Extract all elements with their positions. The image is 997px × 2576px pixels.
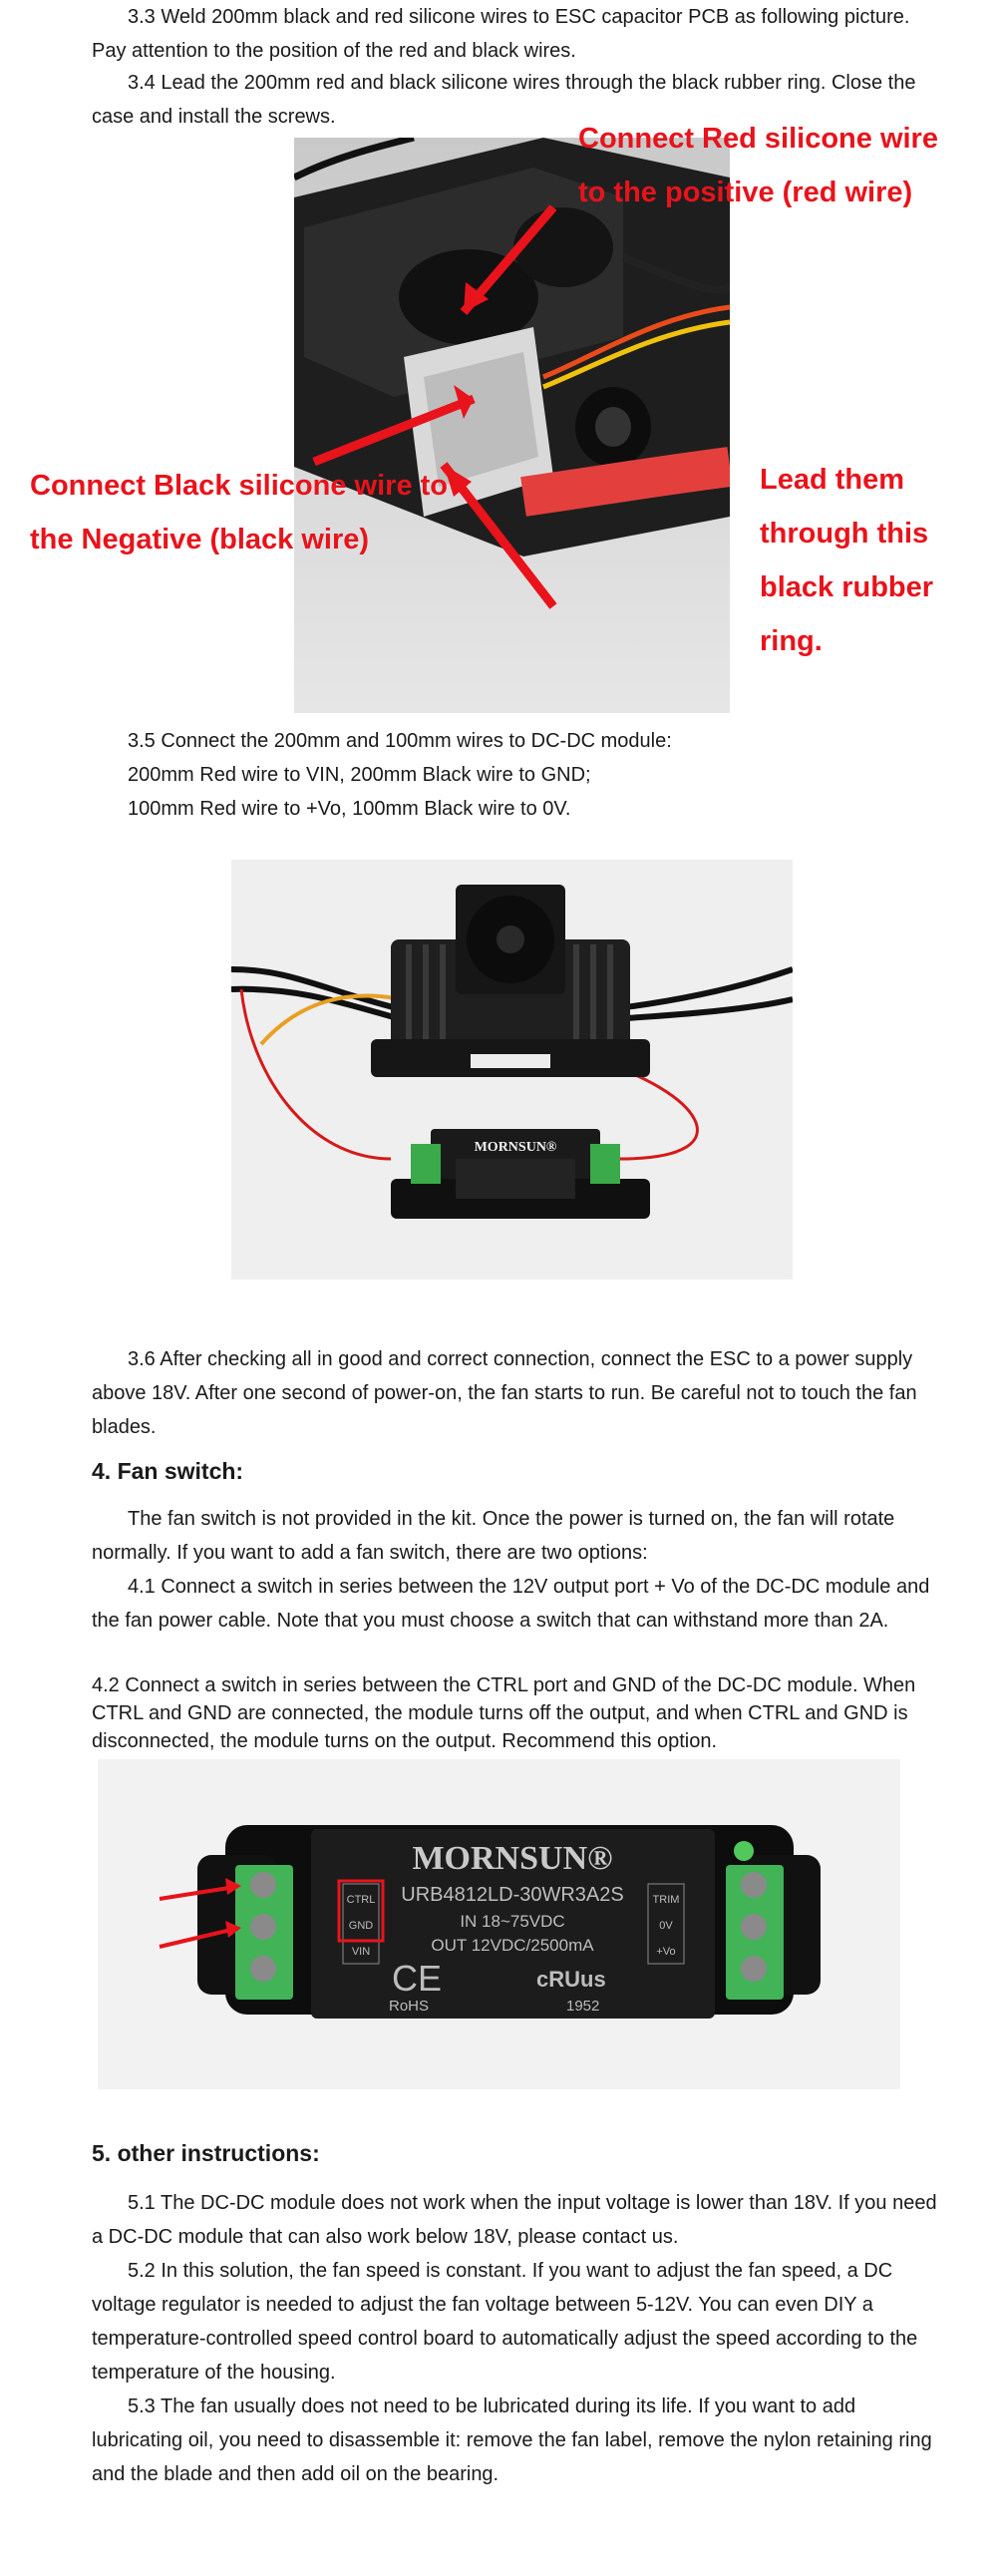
- option-4-2-text: 4.2 Connect a switch in series between the CTRL port and GND of the DC-DC module. When CTRL and GND are connected, the module turns off the output, and when CTRL and GND is disconnected, the module turns on the output. Recommend this option.: [92, 1674, 916, 1752]
- module-input-text: IN 18~75VDC: [460, 1912, 565, 1931]
- module-output-text: OUT 12VDC/2500mA: [431, 1936, 594, 1955]
- pin-vin-text: VIN: [351, 1946, 371, 1958]
- note-5-2-text: 5.2 In this solution, the fan speed is constant. If you want to adjust the fan speed, a DC voltage regulator is needed to adjust the fan voltage between 5-12V. You can even DIY a temperature-controlled speed control board to automatically adjust the speed according to the temperature of the housing.: [92, 2260, 918, 2384]
- label-connect-red-line1: Connect Red silicone wire: [578, 123, 938, 155]
- module-model-text: URB4812LD-30WR3A2S: [401, 1884, 624, 1906]
- pin-0v-text: 0V: [659, 1920, 673, 1932]
- step-3-4-text: 3.4 Lead the 200mm red and black silicone wires through the black rubber ring. Close the case and install the screws.: [92, 72, 916, 128]
- pin-vo-text: +Vo: [656, 1946, 676, 1958]
- note-5-3-text: 5.3 The fan usually does not need to be lubricated during its life. If you want to add lubricating oil, you need to disassemble it: remove the fan label, remove the nylon retaining ring and the blade and then add oil on the bearing.: [92, 2395, 932, 2485]
- label-lead-ring-line3: black rubber: [760, 571, 934, 603]
- label-connect-black-line1: Connect Black silicone wire to: [30, 470, 448, 502]
- pin-gnd-text: GND: [348, 1920, 374, 1932]
- label-connect-black-line2: the Negative (black wire): [30, 524, 370, 555]
- pin-trim-text: TRIM: [652, 1894, 680, 1906]
- step-3-5-line1: 3.5 Connect the 200mm and 100mm wires to DC-DC module:: [128, 730, 672, 752]
- cru-mark-text: cRUus: [536, 1967, 606, 1992]
- module-year-text: 1952: [566, 1998, 600, 2015]
- step-3-5-line3: 100mm Red wire to +Vo, 100mm Black wire to 0V.: [128, 798, 571, 820]
- step-3-5-line2: 200mm Red wire to VIN, 200mm Black wire to GND;: [128, 764, 591, 786]
- esc-dcdc-photo: [231, 860, 793, 1280]
- section-5-title: 5. other instructions:: [92, 2140, 320, 2166]
- fan-switch-intro: The fan switch is not provided in the kit. Once the power is turned on, the fan will rotate normally. If you want to add a fan switch, there are two options:: [92, 1508, 895, 1564]
- label-connect-red-line2: to the positive (red wire): [578, 177, 913, 208]
- label-lead-ring-line4: ring.: [760, 625, 823, 657]
- note-5-1-text: 5.1 The DC-DC module does not work when the input voltage is lower than 18V. If you need a DC-DC module that can also work below 18V, please contact us.: [92, 2192, 937, 2248]
- rohs-text: RoHS: [389, 1998, 430, 2015]
- label-lead-ring-line2: through this: [760, 518, 929, 550]
- ce-mark-text: CE: [392, 1958, 443, 1999]
- module-brand-text: MORNSUN®: [412, 1840, 613, 1877]
- step-3-6-text: 3.6 After checking all in good and correct connection, connect the ESC to a power supply above 18V. After one second of power-on, the fan starts to run. Be careful not to touch the fan blades.: [92, 1348, 917, 1438]
- dcdc-module-photo: [98, 1759, 900, 2089]
- option-4-1-text: 4.1 Connect a switch in series between the 12V output port + Vo of the DC-DC module and the fan power cable. Note that you must choose a switch that can withstand more than 2A.: [92, 1576, 930, 1632]
- step-3-3-text: 3.3 Weld 200mm black and red silicone wires to ESC capacitor PCB as following picture. Pay attention to the position of the red and black wires.: [92, 6, 910, 62]
- dcdc-brand-text: MORNSUN®: [474, 1140, 557, 1155]
- esc-wiring-photo: [294, 138, 730, 713]
- label-lead-ring-line1: Lead them: [760, 464, 905, 496]
- pin-ctrl-text: CTRL: [346, 1894, 376, 1906]
- section-4-title: 4. Fan switch:: [92, 1458, 244, 1484]
